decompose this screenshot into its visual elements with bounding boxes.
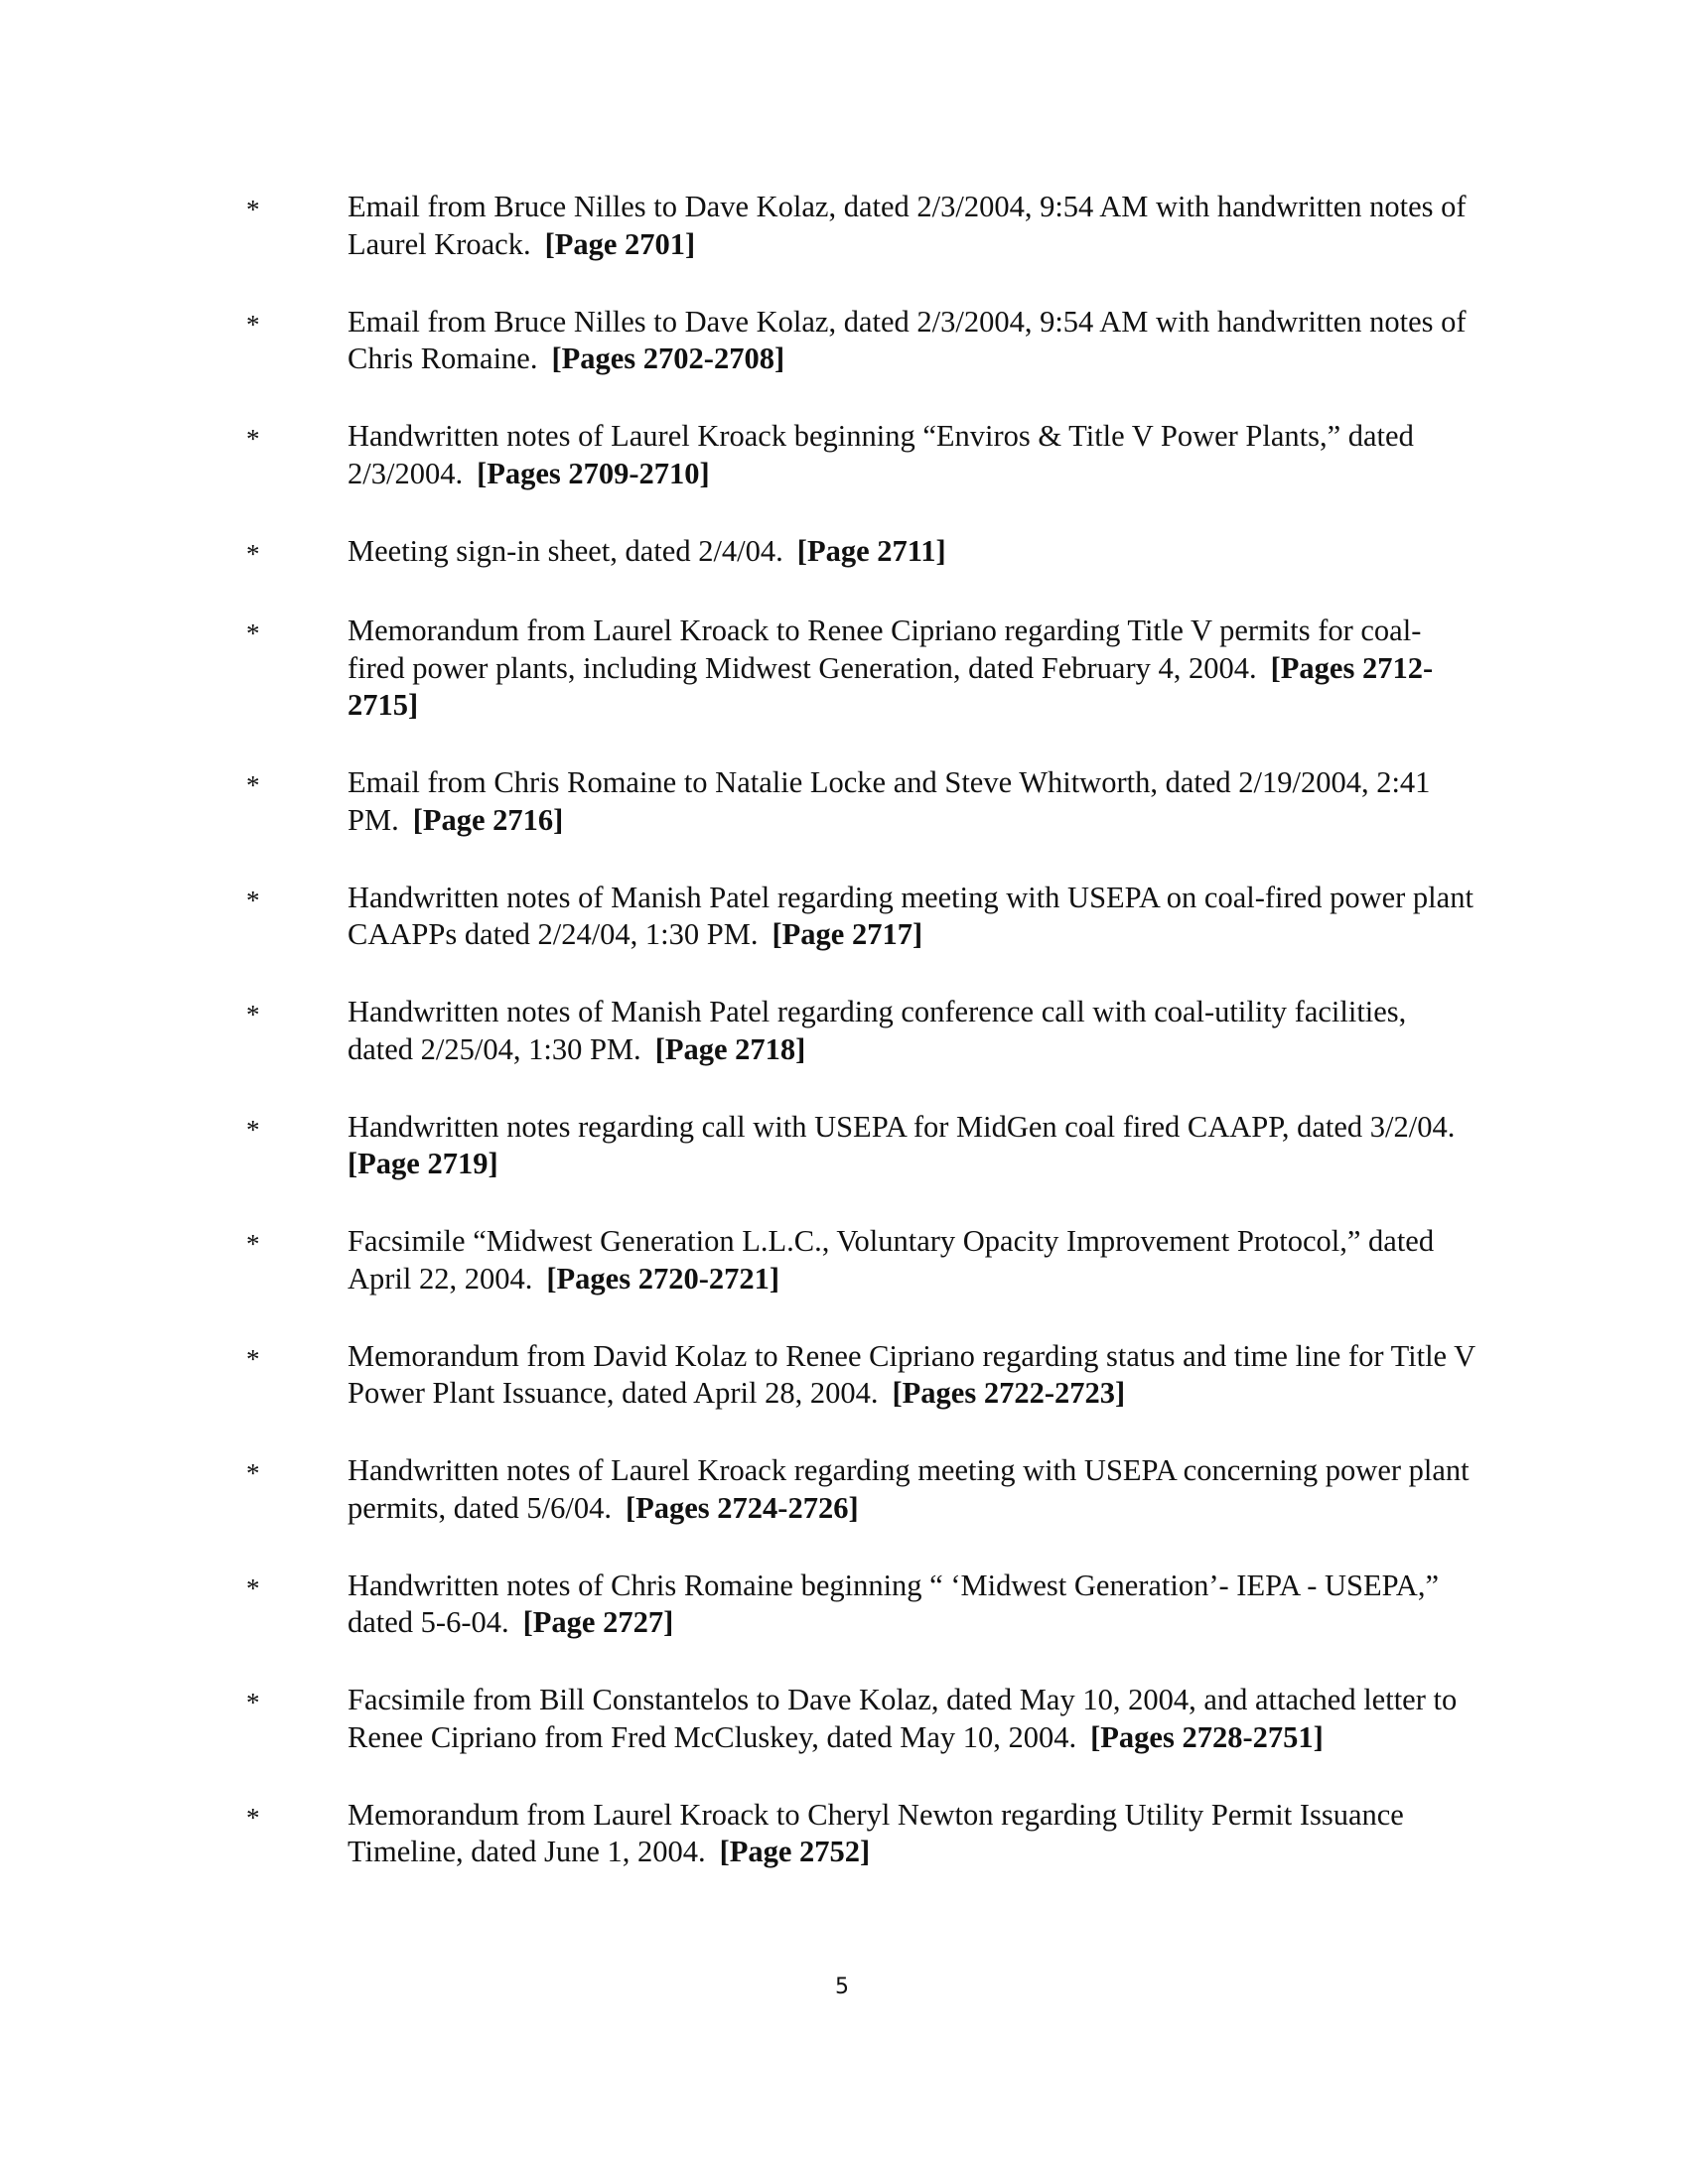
entry-description: Memorandum from Laurel Kroack to Renee Cipriano regarding Title V permits for coal-fired power plants, including Midwest Generation, dated February 4, 2004. [348, 614, 1422, 685]
page-reference: [Page 2711] [796, 533, 946, 568]
entry-text [348, 189, 1477, 263]
list-item [246, 1682, 1477, 1756]
entry-description: Facsimile “Midwest Generation L.L.C., Voluntary Opacity Improvement Protocol,” dated April 22, 2004. [348, 1224, 1435, 1296]
page-reference: [Pages 2709-2710] [477, 456, 710, 490]
entry-description: Handwritten notes of Laurel Kroack beginning “Enviros & Title V Power Plants,” dated 2/3/2004. [348, 419, 1414, 490]
bullet-asterisk: * [246, 1343, 260, 1374]
page-reference: [Pages 2724-2726] [625, 1490, 859, 1525]
entry-description: Handwritten notes of Chris Romaine beginning “ ‘Midwest Generation’- IEPA - USEPA,” dated 5-6-04. [348, 1568, 1439, 1639]
list-item [246, 189, 1477, 263]
entry-text [348, 764, 1477, 839]
entry-text [348, 304, 1477, 378]
entry-text [348, 418, 1477, 492]
entry-description: Email from Bruce Nilles to Dave Kolaz, dated 2/3/2004, 9:54 AM with handwritten notes of Laurel Kroack. [348, 190, 1467, 261]
list-item [246, 1568, 1477, 1642]
entry-description: Handwritten notes of Manish Patel regarding conference call with coal-utility facilities, dated 2/25/04, 1:30 PM. [348, 995, 1407, 1066]
entry-text [348, 1109, 1477, 1183]
entry-description: Meeting sign-in sheet, dated 2/4/04. [348, 533, 783, 568]
entry-description: Memorandum from David Kolaz to Renee Cipriano regarding status and time line for Title V Power Plant Issuance, dated April 28, 2004. [348, 1338, 1475, 1410]
bullet-asterisk: * [246, 618, 260, 648]
list-item [246, 613, 1477, 725]
entry-description: Handwritten notes of Manish Patel regarding meeting with USEPA on coal-fired power plant CAAPPs dated 2/24/04, 1:30 PM. [348, 880, 1474, 951]
page-reference: [Page 2716] [412, 802, 564, 837]
bullet-asterisk: * [246, 309, 260, 340]
entry-description: Email from Bruce Nilles to Dave Kolaz, dated 2/3/2004, 9:54 AM with handwritten notes of Chris Romaine. [348, 304, 1467, 375]
page-reference: [Page 2717] [772, 917, 923, 951]
list-item [246, 1109, 1477, 1183]
page-reference: [Page 2752] [719, 1835, 871, 1868]
list-item [246, 1797, 1477, 1871]
bullet-asterisk: * [246, 195, 260, 224]
bullet-asterisk: * [246, 885, 260, 915]
page-reference: [Page 2719] [348, 1147, 498, 1180]
bullet-asterisk: * [246, 1114, 260, 1145]
list-item [246, 1223, 1477, 1297]
bullet-asterisk: * [246, 770, 260, 800]
list-item [246, 994, 1477, 1068]
page-reference: [Pages 2722-2723] [892, 1376, 1126, 1410]
entry-text [348, 1338, 1477, 1413]
entry-description: Memorandum from Laurel Kroack to Cheryl Newton regarding Utility Permit Issuance Timeline, dated June 1, 2004. [348, 1797, 1404, 1868]
entry-text [348, 994, 1477, 1068]
list-item [246, 304, 1477, 378]
list-item [246, 1338, 1477, 1413]
entry-text [348, 1682, 1477, 1756]
bullet-asterisk: * [246, 1802, 260, 1833]
bullet-asterisk: * [246, 538, 260, 569]
page-reference: [Pages 2702-2708] [551, 341, 785, 375]
page-reference: [Pages 2728-2751] [1090, 1719, 1324, 1754]
page-reference: [Page 2701] [544, 226, 696, 261]
page-reference: [Pages 2712-2715] [348, 650, 1434, 722]
list-item [246, 533, 1477, 573]
entry-text [348, 880, 1477, 954]
bullet-asterisk: * [246, 1000, 260, 1029]
bullet-asterisk: * [246, 1229, 260, 1259]
entry-description: Handwritten notes of Laurel Kroack regarding meeting with USEPA concerning power plant permits, dated 5/6/04. [348, 1453, 1470, 1525]
page-reference: [Page 2727] [522, 1605, 674, 1639]
entry-description: Email from Chris Romaine to Natalie Locke and Steve Whitworth, dated 2/19/2004, 2:41 PM. [348, 765, 1431, 837]
entry-text [348, 533, 1477, 571]
entry-description: Facsimile from Bill Constantelos to Dave Kolaz, dated May 10, 2004, and attached letter to Renee Cipriano from Fred McCluskey, dated May 10, 2004. [348, 1683, 1458, 1754]
document-index-list [246, 189, 1477, 1911]
entry-text [348, 1568, 1477, 1642]
list-item [246, 418, 1477, 492]
list-item [246, 764, 1477, 839]
page-reference: [Page 2718] [654, 1031, 806, 1066]
list-item [246, 1452, 1477, 1527]
entry-text [348, 613, 1477, 725]
entry-text [348, 1223, 1477, 1297]
entry-text [348, 1797, 1477, 1871]
bullet-asterisk: * [246, 424, 260, 454]
entry-description: Handwritten notes regarding call with USEPA for MidGen coal fired CAAPP, dated 3/2/04. [348, 1109, 1456, 1144]
bullet-asterisk: * [246, 1458, 260, 1488]
bullet-asterisk: * [246, 1572, 260, 1603]
list-item [246, 880, 1477, 954]
entry-text [348, 1452, 1477, 1527]
page-reference: [Pages 2720-2721] [546, 1261, 780, 1296]
page-number: 5 [835, 1975, 849, 1999]
bullet-asterisk: * [246, 1688, 260, 1717]
